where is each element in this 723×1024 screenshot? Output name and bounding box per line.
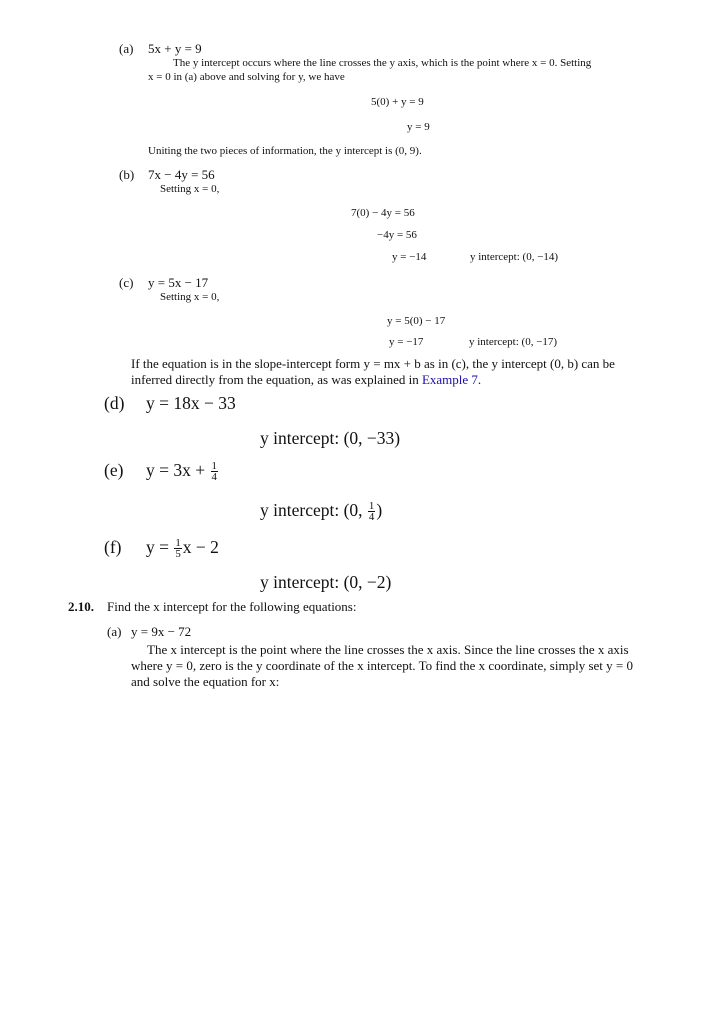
fraction-numerator: 1 (368, 499, 375, 512)
part-f-equation-end: x − 2 (182, 537, 219, 557)
part-d-equation: y = 18x − 33 (146, 393, 236, 413)
part-b-label: (b) (119, 167, 135, 182)
part-a-conclusion: Uniting the two pieces of information, the y intercept is (0, 9). (148, 145, 422, 157)
part-e-equation (146, 460, 219, 483)
part-a-step2: y = 9 (407, 121, 430, 133)
part-c-label: (c) (119, 275, 134, 290)
problem-text-line1: The x intercept is the point where the line crosses the x axis. Since the line crosses the x axis (147, 642, 629, 657)
part-f-fraction (174, 538, 181, 561)
part-e-result (260, 500, 382, 523)
part-a-equation: 5x + y = 9 (148, 41, 202, 56)
part-d-result: y intercept: (0, −33) (260, 428, 401, 448)
part-c-step2: y = −17 (389, 336, 424, 348)
example-7-link[interactable]: Example 7 (421, 372, 478, 387)
problem-text-line3: and solve the equation for x: (131, 674, 280, 689)
note-line1: If the equation is in the slope-intercept form y = mx + b as in (c), the y intercept (0, b) can be (131, 356, 615, 371)
note-line2-text: inferred directly from the equation, as was explained in (131, 372, 422, 387)
part-b-setting: Setting x = 0, (160, 183, 220, 195)
part-a-text-line1: The y intercept occurs where the line crosses the y axis, which is the point where x = 0. Setting (173, 57, 592, 69)
problem-prompt: Find the x intercept for the following equations: (107, 599, 357, 614)
part-b-result: y intercept: (0, −14) (470, 251, 559, 263)
part-f-equation-text: y = (146, 537, 169, 557)
part-a-step1: 5(0) + y = 9 (371, 96, 424, 108)
problem-text-line2: where y = 0, zero is the y coordinate of the x intercept. To find the x coordinate, simply set y = 0 (131, 658, 633, 673)
problem-number: 2.10. (68, 599, 94, 614)
part-c-setting: Setting x = 0, (160, 291, 220, 303)
part-b-step2: −4y = 56 (377, 229, 417, 241)
part-c-step1: y = 5(0) − 17 (387, 315, 446, 327)
part-c-equation: y = 5x − 17 (148, 275, 209, 290)
part-b-step3: y = −14 (392, 251, 427, 263)
part-c-result: y intercept: (0, −17) (469, 336, 558, 348)
fraction-numerator: 1 (175, 536, 181, 549)
part-f-result: y intercept: (0, −2) (260, 572, 392, 592)
part-a-label: (a) (119, 41, 134, 56)
problem-a-label: (a) (107, 624, 122, 639)
part-b-step1: 7(0) − 4y = 56 (351, 207, 415, 219)
part-e-result-close: ) (376, 500, 383, 520)
part-e-result-text: y intercept: (0, (260, 500, 363, 520)
part-a-text-line2: x = 0 in (a) above and solving for y, we have (148, 71, 345, 83)
problem-a-equation: y = 9x − 72 (131, 624, 192, 639)
note-line2 (131, 372, 481, 388)
part-e-equation-text: y = 3x + (146, 460, 206, 480)
part-e-label: (e) (104, 460, 124, 480)
note-line2-end: . (477, 372, 482, 387)
part-e-result-fraction (368, 501, 375, 524)
part-f-equation (146, 537, 219, 560)
fraction-denominator: 4 (368, 511, 375, 524)
part-e-fraction (211, 461, 218, 484)
fraction-denominator: 4 (211, 471, 217, 484)
part-f-label: (f) (104, 537, 122, 557)
part-b-equation: 7x − 4y = 56 (148, 167, 215, 182)
fraction-numerator: 1 (211, 459, 217, 472)
fraction-denominator: 5 (175, 548, 181, 561)
part-d-label: (d) (104, 393, 125, 413)
